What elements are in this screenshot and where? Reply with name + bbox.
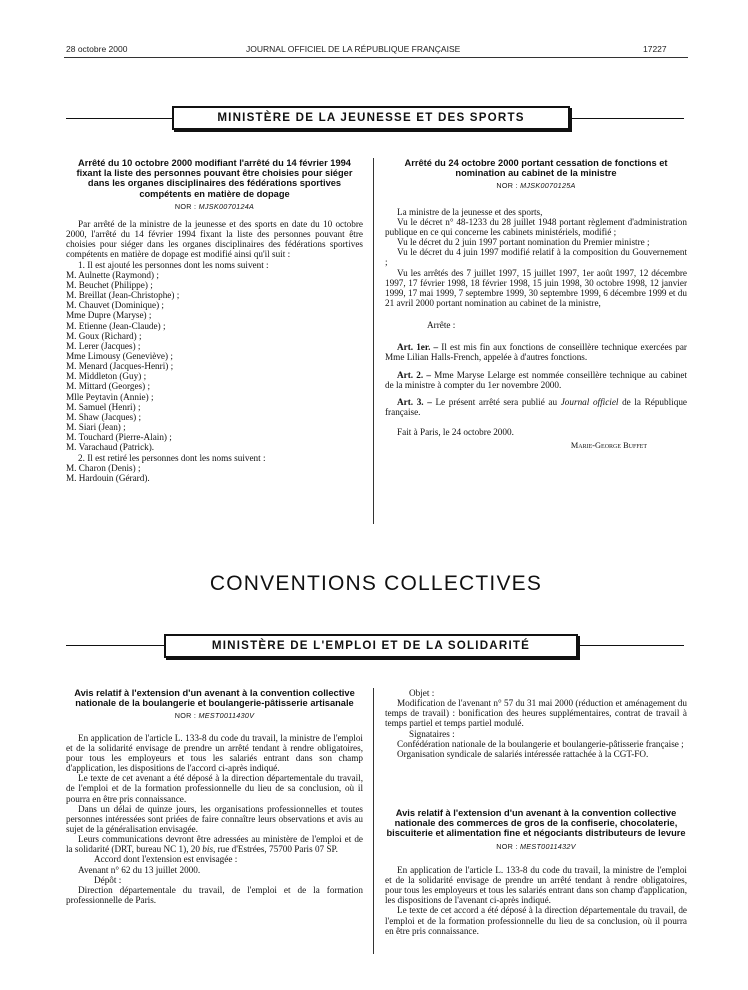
article-arrete-10-octobre xyxy=(66,158,363,483)
list-item: M. Goux (Richard) ; xyxy=(66,330,142,341)
nor-code: MJSK0070125A xyxy=(520,181,576,191)
paragraph: Leurs communications devront être adressées au ministère de l'emploi et de la solidarité (DRT, bureau NC 1), 20 bis, rue d'Estrées, 75700 Paris 07 SP. xyxy=(66,834,363,855)
list-item: M. Lerer (Jacques) ; xyxy=(66,340,141,351)
column-divider xyxy=(373,158,374,524)
added-list xyxy=(66,270,363,453)
paragraph: Organisation syndicale de salariés intéressée rattachée à la CGT-FO. xyxy=(397,748,649,759)
ministry-rule-right xyxy=(570,118,684,119)
paragraph: Le texte de cet accord a été déposé à la direction départementale du travail, de l'emploi et de la formation professionnelle du lieu de sa conclusion, où il pourra en être pris connaissance. xyxy=(385,905,687,936)
article-title: Avis relatif à l'extension d'un avenant à la convention collective nationale de la boulangerie et boulangerie-pâtisserie artisanale xyxy=(74,688,355,709)
issue-date: 28 octobre 2000 xyxy=(66,44,128,54)
paragraph: Vu le décret n° 48-1233 du 28 juillet 1948 portant règlement d'administration publique en ce qui concerne les cabinets ministériels, modifié ; xyxy=(385,216,687,237)
avis-boulangerie xyxy=(66,688,363,905)
ministry-rule-left xyxy=(66,645,166,646)
list-item: M. Varachaud (Patrick). xyxy=(66,442,155,453)
list-item: M. Breillat (Jean-Christophe) ; xyxy=(66,290,180,301)
list-item: M. Charon (Denis) ; xyxy=(66,462,141,473)
list-item: M. Beuchet (Philippe) ; xyxy=(66,279,153,290)
article-1: Art. 1er. – Il est mis fin aux fonctions de conseillère technique exercées par Mme Lilian Halls-French, appelée à d'autres fonctions. xyxy=(385,342,687,363)
page-number: 17227 xyxy=(643,44,667,54)
nor-code: MJSK0070124A xyxy=(198,201,255,211)
ministry-rule-left xyxy=(66,118,174,119)
avis-confiserie xyxy=(385,808,687,936)
article-arrete-24-octobre xyxy=(385,158,687,452)
list-item: M. Menard (Jacques-Henri) ; xyxy=(66,361,174,372)
list-heading: 2. Il est retiré les personnes dont les noms suivent : xyxy=(78,452,266,463)
column-divider xyxy=(373,688,374,954)
list-heading: 1. Il est ajouté les personnes dont les noms suivent : xyxy=(78,259,269,270)
paragraph: En application de l'article L. 133-8 du code du travail, la ministre de l'emploi et de la solidarité envisage de prendre un arrêté tendant à rendre obligatoires, pour tous les employeurs et tous les salariés entrant dans son champ d'application, les dispositions de l'avenant ci-après indiqué. xyxy=(385,864,687,906)
list-item: M. Middleton (Guy) ; xyxy=(66,371,147,382)
nor-reference: NOR : MEST0011430V xyxy=(174,711,255,721)
paragraph: Confédération nationale de la boulangerie et boulangerie-pâtisserie française ; xyxy=(397,738,684,749)
list-item: M. Aulnette (Raymond) ; xyxy=(66,269,159,280)
paragraph: Le texte de cet avenant a été déposé à la direction départementale du travail, de l'emploi et de la formation professionnelle du lieu de sa conclusion, où il pourra en être pris connaissance. xyxy=(66,773,363,804)
paragraph: Objet : xyxy=(409,688,435,698)
paragraph: Direction départementale du travail, de l'emploi et de la formation professionnelle de Paris. xyxy=(66,884,363,906)
article-3: Art. 3. – Le présent arrêté sera publié au Journal officiel de la République française. xyxy=(385,396,687,418)
header-rule xyxy=(64,57,688,58)
article-title: Arrêté du 24 octobre 2000 portant cessation de fonctions et nomination au cabinet de la ministre xyxy=(404,158,668,179)
paragraph: Vu les arrêtés des 7 juillet 1997, 15 juillet 1997, 1er août 1997, 12 décembre 1997, 17 février 1998, 18 février 1998, 15 juin 1998, 30 octobre 1998, 12 janvier 1999, 17 mai 1999, 7 septembre 1999, 30 septembre 1999, 6 décembre 1999 et du 21 avril 2000 portant nomination au cabinet de la ministre, xyxy=(385,267,687,308)
article-title: Arrêté du 10 octobre 2000 modifiant l'arrêté du 14 février 1994 fixant la liste des personnes pouvant être choisies pour siéger dans les organes disciplinaires des fédérations sportives compétents en matière de dopage xyxy=(76,158,353,199)
article-2: Art. 2. – Mme Maryse Lelarge est nommée conseillère technique au cabinet de la ministre à compter du 1er novembre 2000. xyxy=(385,369,687,390)
paragraph: Avenant n° 62 du 13 juillet 2000. xyxy=(78,864,201,875)
paragraph: Vu le décret du 2 juin 1997 portant nomination du Premier ministre ; xyxy=(397,237,650,248)
nor-reference: NOR : MJSK0070125A xyxy=(496,181,576,191)
avis-boulangerie-continued xyxy=(385,688,687,759)
list-item: M. Etienne (Jean-Claude) ; xyxy=(66,320,166,331)
ministry-rule-right xyxy=(578,645,684,646)
list-item: Mme Limousy (Geneviève) ; xyxy=(66,351,173,361)
signature-name: Marie-George Buffet xyxy=(570,441,647,451)
paragraph: Accord dont l'extension est envisagée : xyxy=(94,854,238,865)
list-item: M. Mittard (Georges) ; xyxy=(66,381,151,392)
nor-code: MEST0011430V xyxy=(198,711,255,721)
nor-code: MEST0011432V xyxy=(519,841,576,851)
arrete-label: Arrête : xyxy=(427,320,456,331)
list-item: Mme Dupre (Maryse) ; xyxy=(66,310,152,321)
list-item: M. Hardouin (Gérard). xyxy=(66,472,150,483)
removed-list xyxy=(66,463,363,483)
journal-title: JOURNAL OFFICIEL DE LA RÉPUBLIQUE FRANÇAISE xyxy=(246,44,461,54)
paragraph: Dans un délai de quinze jours, les organisations professionnelles et toutes personnes intéressées sont priées de faire connaître leurs observations et avis au sujet de la généralisation envisagée. xyxy=(66,803,363,834)
paragraph: Modification de l'avenant n° 57 du 31 mai 2000 (réduction et aménagement du temps de travail) : bonification des heures supplémentaires, contrat de travail à temps partiel et temps partiel modulé. xyxy=(385,698,687,729)
list-item: M. Chauvet (Dominique) ; xyxy=(66,300,164,311)
section-heading: CONVENTIONS COLLECTIVES xyxy=(209,572,543,595)
list-item: M. Touchard (Pierre-Alain) ; xyxy=(66,432,172,443)
list-item: Mlle Peytavin (Annie) ; xyxy=(66,391,154,402)
list-item: M. Siari (Jean) ; xyxy=(66,422,126,433)
intro-paragraph: Par arrêté de la ministre de la jeunesse et des sports en date du 10 octobre 2000, l'arrêté du 14 février 1994 fixant la liste des personnes pouvant être choisies pour siéger dans les organes disciplinaires des fédérations sportives compétents en matière de dopage est modifié ainsi qu'il suit : xyxy=(66,218,363,260)
list-item: M. Shaw (Jacques) ; xyxy=(66,411,142,422)
nor-reference: NOR : MJSK0070124A xyxy=(174,201,255,211)
article-title: Avis relatif à l'extension d'un avenant à la convention collective nationale des commerces de gros de la confiserie, chocolaterie, biscuiterie et alimentation fine et négociants distributeurs de levure xyxy=(386,808,686,839)
list-item: M. Samuel (Henri) ; xyxy=(66,401,141,412)
paragraph: En application de l'article L. 133-8 du code du travail, la ministre de l'emploi et de la solidarité envisage de prendre un arrêté tendant à rendre obligatoires, pour tous les employeurs et tous les salariés entrant dans son champ d'application, les dispositions de l'accord ci-après indiqué. xyxy=(66,732,363,774)
paragraph: La ministre de la jeunesse et des sports, xyxy=(397,206,543,217)
ministry-heading: MINISTÈRE DE LA JEUNESSE ET DES SPORTS xyxy=(172,106,570,130)
signature-place-date: Fait à Paris, le 24 octobre 2000. xyxy=(397,427,514,438)
paragraph: Vu le décret du 4 juin 1997 modifié relatif à la composition du Gouvernement ; xyxy=(385,247,687,268)
paragraph: Signataires : xyxy=(409,728,455,739)
paragraph: Dépôt : xyxy=(94,874,122,885)
ministry-heading: MINISTÈRE DE L'EMPLOI ET DE LA SOLIDARITÉ xyxy=(164,634,578,658)
nor-reference: NOR : MEST0011432V xyxy=(496,841,576,851)
